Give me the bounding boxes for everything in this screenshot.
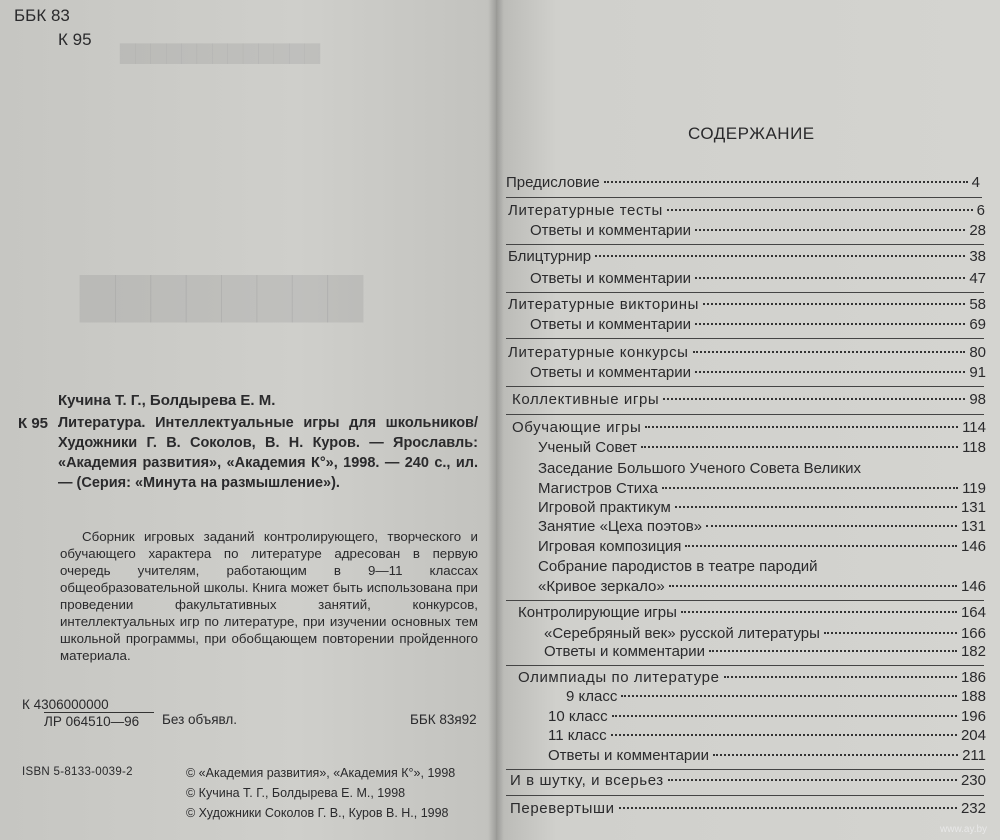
toc-entry bbox=[518, 604, 986, 624]
toc-leader bbox=[621, 695, 957, 697]
toc-page: 230 bbox=[960, 772, 986, 789]
toc-label: Ответы и комментарии bbox=[530, 316, 692, 333]
toc-page: 196 bbox=[960, 708, 986, 725]
toc-label: Игровой практикум bbox=[538, 499, 671, 516]
toc-entry bbox=[518, 669, 986, 689]
toc-separator bbox=[506, 769, 984, 770]
toc-page: 166 bbox=[960, 625, 986, 642]
toc-page: 164 bbox=[960, 604, 986, 621]
toc-entry bbox=[548, 747, 986, 767]
toc-page: 146 bbox=[960, 538, 986, 555]
toc-page: 4 bbox=[971, 174, 980, 191]
toc-page: 119 bbox=[962, 480, 986, 497]
toc-page: 131 bbox=[960, 518, 986, 535]
toc-label: «Кривое зеркало» bbox=[538, 578, 665, 595]
toc-label: Литературные тесты bbox=[508, 202, 663, 219]
toc-leader bbox=[681, 611, 957, 613]
no-announcement: Без объявл. bbox=[162, 712, 238, 727]
toc-entry bbox=[530, 316, 986, 336]
toc-page: 211 bbox=[962, 747, 986, 764]
toc-leader bbox=[713, 754, 958, 756]
toc-leader bbox=[619, 807, 957, 809]
toc-label: Обучающие игры bbox=[512, 419, 642, 436]
toc-separator bbox=[506, 244, 984, 245]
toc-leader bbox=[604, 181, 968, 183]
toc-label: Игровая композиция bbox=[538, 538, 682, 555]
toc-entry bbox=[530, 270, 986, 290]
toc-separator bbox=[506, 795, 984, 796]
toc-title: СОДЕРЖАНИЕ bbox=[688, 124, 815, 143]
toc-leader bbox=[703, 303, 965, 305]
toc-entry bbox=[538, 499, 986, 519]
toc-label: Заседание Большого Ученого Совета Великих bbox=[538, 460, 862, 477]
toc-entry bbox=[544, 625, 986, 645]
authors-line: Кучина Т. Г., Болдырева Е. М. bbox=[58, 392, 276, 409]
toc-page: 186 bbox=[960, 669, 986, 686]
toc-leader bbox=[645, 426, 958, 428]
bibliographic-record: Литература. Интеллектуальные игры для школьников/Художники Г. В. Соколов, В. Н. Куров. — Ярославль: «Академия развития», «Академия К°», 1998. — 240 с., ил. — (Серия: «Минута на размышление»). bbox=[58, 415, 478, 491]
toc-page: 118 bbox=[962, 439, 986, 456]
show-through-shadow-2: ▇▇▇▇▇▇▇▇▇▇▇▇▇ bbox=[120, 42, 320, 64]
toc-leader bbox=[669, 585, 957, 587]
toc-page: 28 bbox=[969, 222, 986, 239]
toc-label: Олимпиады по литературе bbox=[518, 669, 720, 686]
toc-entry bbox=[566, 688, 986, 708]
toc-label: Ответы и комментарии bbox=[548, 747, 710, 764]
toc-page: 114 bbox=[962, 419, 986, 436]
license-number: ЛР 064510—96 bbox=[44, 714, 140, 729]
toc-page: 91 bbox=[969, 364, 986, 381]
toc-separator bbox=[506, 292, 984, 293]
show-through-shadow: ▇▇▇▇▇▇▇▇ bbox=[80, 270, 364, 321]
toc-leader bbox=[693, 351, 966, 353]
toc-label: Собрание пародистов в театре пародий bbox=[538, 558, 818, 575]
toc-label: Магистров Стиха bbox=[538, 480, 658, 497]
toc-leader bbox=[662, 487, 958, 489]
toc-leader bbox=[724, 676, 957, 678]
copyright-line: © Кучина Т. Г., Болдырева Е. М., 1998 bbox=[186, 786, 406, 800]
toc-entry bbox=[538, 518, 986, 538]
toc-entry bbox=[538, 538, 986, 558]
toc-label: Ответы и комментарии bbox=[530, 270, 692, 287]
toc-page: 182 bbox=[960, 643, 986, 660]
toc-label: 11 класс bbox=[548, 727, 607, 744]
toc-label: Ответы и комментарии bbox=[530, 222, 692, 239]
book-gutter bbox=[488, 0, 504, 840]
bbk-code-top: ББК 83 bbox=[14, 6, 70, 25]
toc-page: 131 bbox=[960, 499, 986, 516]
isbn: ISBN 5-8133-0039-2 bbox=[22, 766, 133, 778]
toc-page: 188 bbox=[960, 688, 986, 705]
toc-label: И в шутку, и всерьез bbox=[510, 772, 664, 789]
toc-leader bbox=[595, 255, 965, 257]
annotation: Сборник игровых заданий контролирующего, творческого и обучающего характера по литературе адресован в первую очередь учителям, работающим в 9—11 классах общеобразовательной школы. Книга может быть использована при проведении факультативных занятий, конкурсов, интеллектуальных игр по литературе, при изучении основных тем школьной программы, при обобщающем повторении пройденного материала. bbox=[60, 529, 478, 663]
toc-label: Ответы и комментарии bbox=[530, 364, 692, 381]
toc-page: 98 bbox=[969, 391, 986, 408]
bbk-code-bottom: ББК 83я92 bbox=[410, 712, 477, 727]
toc-leader bbox=[706, 525, 957, 527]
toc-entry bbox=[530, 364, 986, 384]
toc-leader bbox=[709, 650, 957, 652]
toc-entry bbox=[538, 439, 986, 459]
toc-separator bbox=[506, 665, 984, 666]
toc-leader bbox=[663, 398, 965, 400]
toc-label: Ученый Совет bbox=[538, 439, 637, 456]
toc-separator bbox=[506, 386, 984, 387]
toc-entry bbox=[512, 419, 986, 439]
toc-leader bbox=[824, 632, 957, 634]
toc-entry bbox=[508, 202, 985, 222]
toc-label: Перевертыши bbox=[510, 800, 615, 817]
toc-label: Литературные викторины bbox=[508, 296, 700, 313]
toc-page: 146 bbox=[960, 578, 986, 595]
toc-label: «Серебряный век» русской литературы bbox=[544, 625, 820, 642]
toc-label: 10 класс bbox=[548, 708, 608, 725]
classification-code: К 4306000000 bbox=[22, 697, 109, 712]
toc-separator bbox=[506, 600, 984, 601]
toc-entry bbox=[508, 248, 986, 268]
toc-label: Ответы и комментарии bbox=[544, 643, 706, 660]
toc-label: Контролирующие игры bbox=[518, 604, 677, 621]
toc-separator bbox=[506, 338, 984, 339]
toc-entry bbox=[548, 708, 986, 728]
toc-label: Литературные конкурсы bbox=[508, 344, 689, 361]
toc-leader bbox=[667, 209, 973, 211]
toc-leader bbox=[668, 779, 957, 781]
toc-entry bbox=[506, 174, 980, 194]
toc-label: Предисловие bbox=[506, 174, 600, 191]
toc-entry bbox=[548, 727, 986, 747]
toc-separator bbox=[506, 414, 984, 415]
toc-label: Блицтурнир bbox=[508, 248, 592, 265]
toc-leader bbox=[695, 323, 965, 325]
toc-entry bbox=[508, 296, 986, 316]
toc-entry bbox=[544, 643, 986, 663]
toc-page: 69 bbox=[969, 316, 986, 333]
toc-page: 204 bbox=[960, 727, 986, 744]
toc-entry bbox=[510, 800, 986, 820]
toc-separator bbox=[506, 197, 982, 198]
toc-leader bbox=[695, 371, 965, 373]
toc-label: Занятие «Цеха поэтов» bbox=[538, 518, 703, 535]
toc-entry bbox=[512, 391, 986, 411]
toc-label: Коллективные игры bbox=[512, 391, 660, 408]
toc-page: 58 bbox=[969, 296, 986, 313]
toc-page: 80 bbox=[969, 344, 986, 361]
toc-entry bbox=[538, 480, 986, 500]
toc-label: 9 класс bbox=[566, 688, 618, 705]
toc-page: 6 bbox=[976, 202, 985, 219]
code-rule bbox=[44, 712, 154, 713]
toc-entry bbox=[510, 772, 986, 792]
toc-leader bbox=[675, 506, 957, 508]
copyright-line: © «Академия развития», «Академия К°», 1998 bbox=[186, 766, 456, 780]
toc-entry bbox=[508, 344, 986, 364]
toc-page: 232 bbox=[960, 800, 986, 817]
toc-page: 47 bbox=[969, 270, 986, 287]
toc-leader bbox=[611, 734, 957, 736]
author-mark: К 95 bbox=[18, 415, 49, 432]
toc-leader bbox=[695, 277, 965, 279]
toc-leader bbox=[695, 229, 965, 231]
toc-leader bbox=[641, 446, 958, 448]
copyright-line: © Художники Соколов Г. В., Куров В. Н., 1998 bbox=[186, 806, 449, 820]
watermark: www.ay.by bbox=[940, 824, 988, 835]
toc-page: 38 bbox=[969, 248, 986, 265]
toc-entry bbox=[538, 578, 986, 598]
toc-leader bbox=[612, 715, 957, 717]
author-mark-top: К 95 bbox=[58, 30, 92, 49]
toc-leader bbox=[685, 545, 957, 547]
toc-entry bbox=[538, 558, 986, 578]
toc-entry bbox=[538, 460, 986, 480]
toc-entry bbox=[530, 222, 986, 242]
